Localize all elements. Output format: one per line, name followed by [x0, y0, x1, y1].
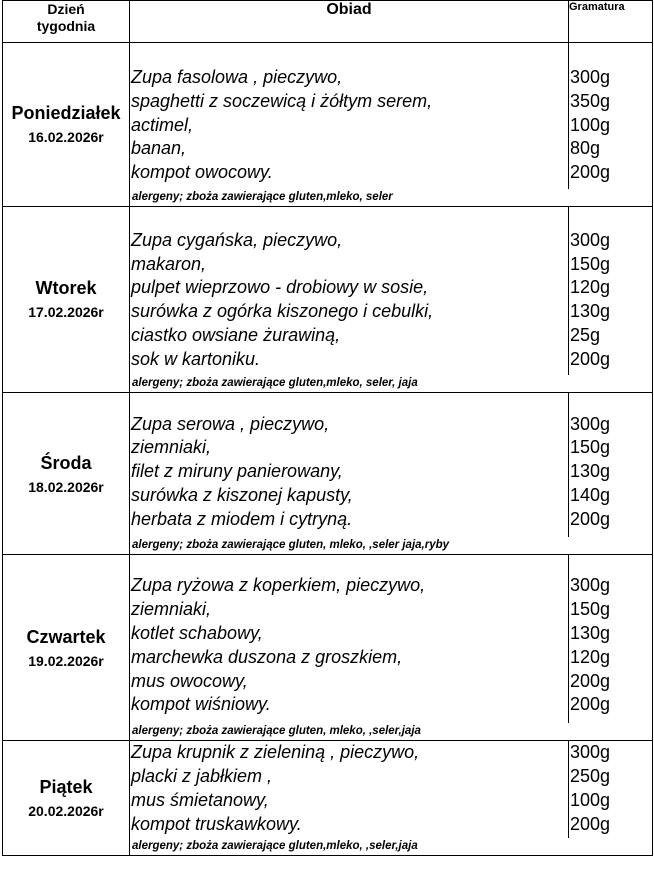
day-name: Piątek: [39, 777, 93, 798]
meal-item: filet z miruny panierowany,: [131, 461, 343, 482]
meal-item: Zupa fasolowa , pieczywo,: [131, 67, 343, 88]
gram-value: 250g: [570, 765, 611, 786]
meal-list: [130, 741, 569, 838]
meal-list: [130, 206, 569, 374]
menu-table: [2, 0, 653, 856]
gram-value: 200g: [570, 348, 611, 369]
day-date: 17.02.2026r: [28, 304, 104, 321]
gram-value: 120g: [570, 277, 611, 298]
meal-item: herbata z miodem i cytryną.: [131, 508, 353, 529]
meal-item: sok w kartoniku.: [131, 348, 261, 369]
gram-value: 150g: [570, 437, 611, 458]
header-row: [3, 1, 653, 43]
meal-item: makaron,: [131, 253, 207, 274]
meal-item: ziemniaki,: [131, 599, 212, 620]
meal-list: [130, 555, 569, 723]
day-cell: [3, 392, 130, 555]
meal-list: [130, 392, 569, 537]
gram-value: 100g: [570, 114, 611, 135]
gram-value: 140g: [570, 485, 611, 506]
day-cell: [3, 43, 130, 207]
gram-value: 100g: [570, 789, 611, 810]
meal-item: kotlet schabowy,: [131, 622, 263, 643]
gram-value: 300g: [570, 229, 611, 250]
meal-item: surówka z ogórka kiszonego i cebulki,: [131, 301, 434, 322]
meal-item: placki z jabłkiem ,: [131, 765, 273, 786]
gram-value: 25g: [570, 325, 601, 346]
day-header-line1: Dzień: [47, 1, 85, 17]
day-name: Czwartek: [26, 626, 106, 647]
gram-value: 350g: [570, 90, 611, 111]
day-cell: [3, 206, 130, 392]
gram-list: [569, 741, 653, 838]
allergen-note: alergeny; zboża zawierające gluten, mleko, ,seler jaja,ryby: [130, 537, 653, 555]
gram-value: 300g: [570, 742, 611, 763]
allergen-note: alergeny; zboża zawierające gluten,mleko, ,seler,jaja: [130, 838, 653, 856]
gram-value: 80g: [570, 138, 601, 159]
gram-value: 120g: [570, 646, 611, 667]
meal-item: kompot truskawkowy.: [131, 813, 302, 834]
day-date: 16.02.2026r: [28, 129, 104, 146]
meal-column-header: Obiad: [130, 1, 569, 43]
gram-value: 200g: [570, 813, 611, 834]
gram-value: 300g: [570, 413, 611, 434]
day-date: 20.02.2026r: [28, 803, 104, 820]
day-cell: [3, 555, 130, 741]
allergen-note: alergeny; zboża zawierające gluten, mleko, ,seler,jaja: [130, 723, 653, 741]
meal-item: Zupa cygańska, pieczywo,: [131, 229, 343, 250]
allergen-note: alergeny; zboża zawierające gluten,mleko, seler, jaja: [130, 375, 653, 393]
gram-value: 200g: [570, 508, 611, 529]
meal-item: marchewka duszona z groszkiem,: [131, 646, 403, 667]
meal-list: [130, 43, 569, 189]
day-name: Wtorek: [35, 278, 97, 299]
meal-item: ciastko owsiane żurawiną,: [131, 325, 341, 346]
gram-value: 150g: [570, 253, 611, 274]
gram-list: [569, 392, 653, 537]
day-name: Środa: [40, 452, 92, 473]
day-row: [3, 206, 653, 374]
meal-item: banan,: [131, 138, 187, 159]
gram-value: 130g: [570, 622, 611, 643]
day-name: Poniedziałek: [11, 103, 121, 124]
allergen-note: alergeny; zboża zawierające gluten,mleko, seler: [130, 189, 653, 207]
meal-item: Zupa serowa , pieczywo,: [131, 413, 330, 434]
meal-item: kompot wiśniowy.: [131, 694, 271, 715]
meal-item: kompot owocowy.: [131, 162, 273, 183]
meal-item: pulpet wieprzowo - drobiowy w sosie,: [131, 277, 429, 298]
day-header-line2: tygodnia: [36, 18, 96, 34]
gram-value: 130g: [570, 461, 611, 482]
meal-item: actimel,: [131, 114, 194, 135]
gram-value: 200g: [570, 162, 611, 183]
gram-value: 300g: [570, 575, 611, 596]
gram-value: 200g: [570, 670, 611, 691]
meal-item: spaghetti z soczewicą i żółtym serem,: [131, 90, 433, 111]
meal-item: Zupa krupnik z zieleniną , pieczywo,: [131, 742, 420, 763]
meal-item: mus śmietanowy,: [131, 789, 269, 810]
meal-item: Zupa ryżowa z koperkiem, pieczywo,: [131, 575, 426, 596]
day-cell: [3, 741, 130, 856]
gram-list: [569, 43, 653, 189]
gram-value: 150g: [570, 599, 611, 620]
day-row: [3, 392, 653, 537]
gram-value: 200g: [570, 694, 611, 715]
day-row: [3, 555, 653, 723]
meal-item: ziemniaki,: [131, 437, 212, 458]
gram-value: 300g: [570, 67, 611, 88]
day-date: 19.02.2026r: [28, 652, 104, 669]
gram-list: [569, 555, 653, 723]
day-row: [3, 43, 653, 189]
day-row: [3, 741, 653, 838]
meal-item: surówka z kiszonej kapusty,: [131, 485, 353, 506]
meal-item: mus owocowy,: [131, 670, 248, 691]
day-date: 18.02.2026r: [28, 478, 104, 495]
gram-value: 130g: [570, 301, 611, 322]
day-column-header: [3, 1, 130, 43]
gram-column-header: Gramatura: [569, 1, 653, 43]
gram-list: [569, 206, 653, 374]
